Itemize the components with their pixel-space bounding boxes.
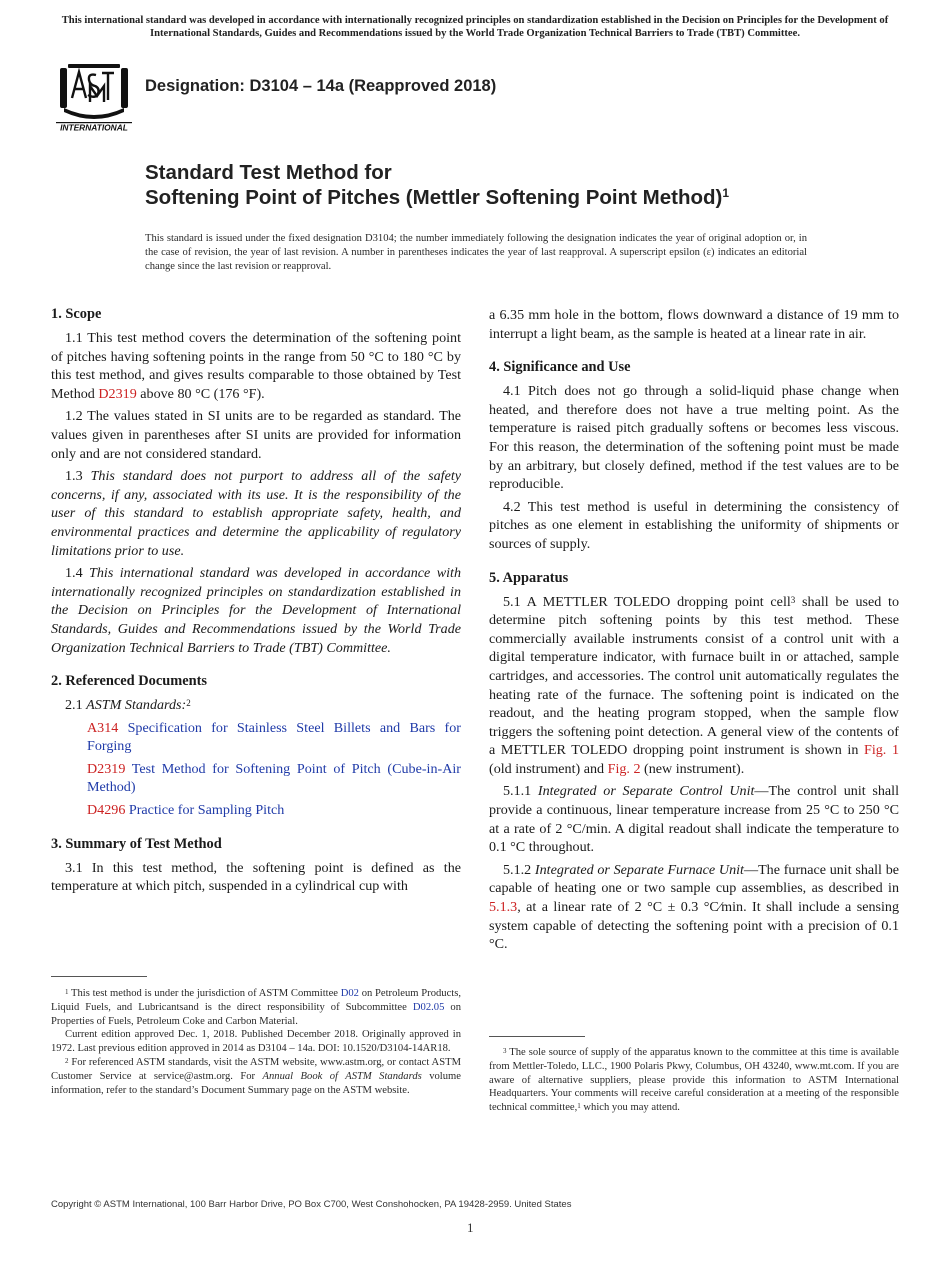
paragraph-5-1: 5.1 A METTLER TOLEDO dropping point cell$^3$ shall be used to determine pitch softening points by this test method. These commercially available instruments consist of a control unit with a digital temperature indicator, with furnace built in or attached, sample cartridges, and accessories. The control unit automatically regulates the heating rate of the furnace. The softening point is indicated on the readout, and the heating program stopped, when the sample flow triggers the softening point detection. A general view of the contents of a METTLER TOLEDO dropping point instrument is shown in Fig. 1 (old instrument) and Fig. 2 (new instrument). (489, 593, 899, 777)
paragraph-1-3: 1.3 This standard does not purport to address all of the safety concerns, if any, associated with its use. It is the responsibility of the user of this standard to establish appropriate safety, health, and environmental practices and determine the applicability of regulatory limitations prior to use. (51, 468, 461, 559)
section-heading: 1. Scope (51, 306, 102, 322)
footnote-2: $^2$ For referenced ASTM standards, visit the ASTM website, www.astm.org, or contact ASTM Customer Service at service@astm.org. For Annual Book of ASTM Standards volume information, refer to the standard’s Document Summary page on the ASTM website. (51, 1056, 461, 1096)
section-heading: 5. Apparatus (489, 569, 569, 586)
paragraph-5-1-1: 5.1.1 Integrated or Separate Control Unit—The control unit shall provide a continuous, linear temperature increase from 25 °C to 250 °C at a rate of 2 °C/min. A digital readout shall indicate the temperature to 0.1 °C throughout. (489, 783, 899, 856)
paragraph-3-1-continued: a 6.35 mm hole in the bottom, flows downward a distance of 19 mm to interrupt a light beam, as the sample is heated at a linear rate in air. (489, 307, 899, 342)
section-referenced-documents (51, 672, 461, 820)
preface-note: This standard is issued under the fixed designation D3104; the number immediately following the designation indicates the year of original adoption or, in the case of revision, the year of last revision. A number in parentheses indicates the year of last reapproval. A superscript epsilon (ε) indicates an editorial change since the last revision or reapproval. (145, 233, 807, 273)
designation: Designation: D3104 – 14a (Reapproved 2018) (145, 77, 497, 95)
footnotes-left (51, 987, 461, 1097)
title-line-2: Softening Point of Pitches (Mettler Softening Point Method)$^1$ (145, 186, 730, 209)
section-heading: 3. Summary of Test Method (51, 835, 222, 852)
paragraph-1-4: 1.4 This international standard was developed in accordance with internationally recognized principles on standardization established in the Decision on Principles for the Development of International Standards, Guides and Recommendations issued by the World Trade Organization Technical Barriers to Trade (TBT) Committee. (51, 565, 461, 656)
link-d2319[interactable]: D2319 (98, 385, 137, 402)
footnote-3: $^3$ The sole source of supply of the apparatus known to the committee at this time is available from Mettler-Toledo, LLC., 1900 Polaris Pkwy, Columbus, OH 43240, www.mt.com. If you are aware of alternative suppliers, please provide this information to ASTM International Headquarters. Your comments will receive careful consideration at a meeting of the responsible technical committee,$^1$ which you may attend. (489, 1047, 899, 1114)
footnotes-right (489, 1046, 899, 1115)
document-title (145, 160, 905, 210)
page-number: 1 (467, 1220, 474, 1235)
left-column (51, 305, 461, 900)
link-fig-2[interactable]: Fig. 2 (607, 760, 641, 777)
ref-d4296[interactable]: D4296 Practice for Sampling Pitch (87, 802, 285, 819)
logo-text: INTERNATIONAL (60, 122, 128, 132)
footnote-rule-right (489, 1036, 585, 1037)
astm-logo (54, 58, 134, 132)
link-d02[interactable]: D02 (340, 988, 359, 999)
section-heading: 2. Referenced Documents (51, 673, 207, 690)
paragraph-4-1: 4.1 Pitch does not go through a solid-liquid phase change when heated, and therefore does not have a true melting point. As the temperature is raised pitch gradually softens or becomes less viscous. For this reason, the determination of the softening point must be made by an arbitrary, but closely defined, method if the test values are to be reproducible. (489, 383, 899, 493)
link-d02-05[interactable]: D02.05 (412, 1001, 445, 1013)
paragraph-1-1: 1.1 This test method covers the determination of the softening point of pitches having softening points in the range from 50 °C to 180 °C by this test method, and gives results comparable to those obtained by Test Method D2319 above 80 °C (176 °F). (51, 330, 461, 402)
ref-d2319[interactable]: D2319 Test Method for Softening Point of Pitch (Cube-in-Air Method) (87, 760, 461, 796)
top-notice: This international standard was developed in accordance with internationally recognized principles on standardization established in the Decision on Principles for the Development of International Standards, Guides and Recommendations issued by the World Trade Organization Technical Barriers to Trade (TBT) Committee. (61, 15, 889, 39)
footnote-1-edition: Current edition approved Dec. 1, 2018. Published December 2018. Originally approved in 1972. Last previous edition approved in 2014 as D3104 – 14a. DOI: 10.1520/D3104-14AR18. (51, 1029, 461, 1055)
section-summary (51, 835, 461, 896)
title-footnote-mark: 1 (722, 186, 730, 200)
link-5-1-3[interactable]: 5.1.3 (489, 899, 518, 916)
footnote-1: $^1$ This test method is under the jurisdiction of ASTM Committee D02 on Petroleum Products, Liquid Fuels, and Lubricantsand is the direct responsibility of Subcommittee D02.05 on Properties of Fuels, Petroleum Coke and Carbon Material. (51, 988, 461, 1027)
title-line-1: Standard Test Method for (145, 161, 392, 184)
footnote-rule-left (51, 976, 147, 977)
section-scope (51, 305, 461, 657)
link-fig-1[interactable]: Fig. 1 (864, 742, 899, 759)
right-column (489, 306, 899, 958)
paragraph-5-1-2: 5.1.2 Integrated or Separate Furnace Unit—The furnace unit shall be capable of heating one or two sample cup assemblies, as described in 5.1.3, at a linear rate of 2 °C ± 0.3 °C⁄min. It shall include a sensing system capable of detecting the softening point with a precision of 0.1 °C. (489, 861, 899, 953)
ref-a314[interactable]: A314 Specification for Stainless Steel Billets and Bars for Forging (87, 719, 461, 755)
section-heading: 4. Significance and Use (489, 359, 631, 376)
section-significance (489, 358, 899, 553)
copyright-notice: Copyright © ASTM International, 100 Barr Harbor Drive, PO Box C700, West Conshohocken, PA 19428-2959. United States (51, 1199, 572, 1210)
paragraph-4-2: 4.2 This test method is useful in determining the consistency of pitches as one element in establishing the uniformity of shipments or sources of supply. (489, 498, 899, 552)
section-apparatus (489, 569, 899, 954)
paragraph-3-1: 3.1 In this test method, the softening point is defined as the temperature at which pitch, suspended in a cylindrical cup with (51, 859, 461, 895)
paragraph-1-2: 1.2 The values stated in SI units are to be regarded as standard. The values given in parentheses after SI units are provided for information only and are not considered standard. (51, 408, 461, 462)
paragraph-2-1: 2.1 ASTM Standards:$^2$ (65, 697, 191, 714)
